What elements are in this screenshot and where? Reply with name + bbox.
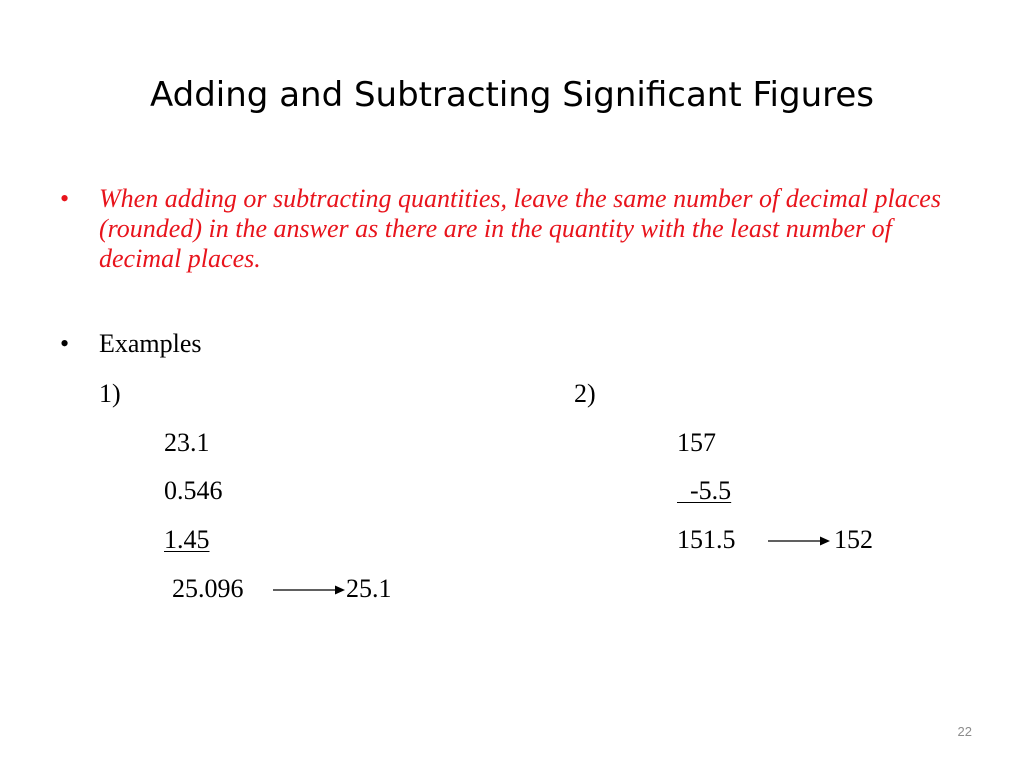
- slide-number: 22: [957, 724, 972, 739]
- example2-operand-underlined: -5.5: [677, 476, 732, 505]
- bullet-marker: •: [60, 329, 70, 358]
- example1-operand: 23.1: [164, 428, 210, 457]
- example1-rounded: 25.1: [346, 574, 392, 603]
- example1-sum: 25.096: [172, 574, 244, 603]
- bullet-marker: •: [60, 184, 70, 213]
- example2-rounded: 152: [834, 525, 873, 554]
- example1-operand: 0.546: [164, 476, 223, 505]
- examples-heading: Examples: [99, 329, 202, 358]
- rule-text: When adding or subtracting quantities, leave the same number of decimal places (rounded) in the answer as there are in the quantity with the least number of decimal places.: [99, 184, 941, 273]
- slide-title: Adding and Subtracting Significant Figures: [149, 75, 874, 115]
- example2-difference: 151.5: [677, 525, 736, 554]
- arrow-right-icon: [273, 584, 345, 596]
- example2-operand: 157: [677, 428, 716, 457]
- example2-label: 2): [574, 379, 596, 408]
- example1-operand-underlined: 1.45: [164, 525, 210, 554]
- example1-label: 1): [99, 379, 121, 408]
- arrow-right-icon: [768, 535, 830, 547]
